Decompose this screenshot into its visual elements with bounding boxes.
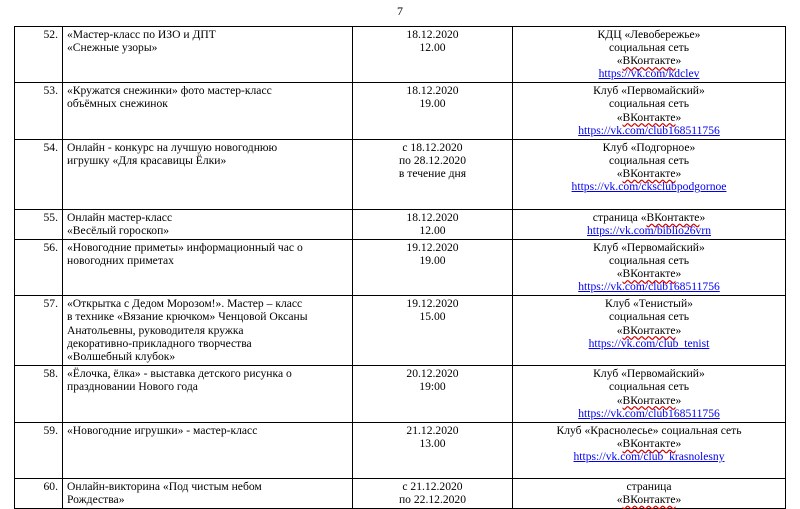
event-venue	[513, 83, 786, 139]
event-venue-line: «ВКонтакте»	[616, 436, 682, 450]
event-venue	[513, 209, 786, 239]
vk-link[interactable]: https://vk.com/club_tenist	[588, 336, 710, 350]
event-venue-line: Клуб «Первомайский»	[593, 240, 705, 254]
event-venue-line: «ВКонтакте»	[616, 323, 682, 337]
row-number: 54.	[15, 139, 63, 209]
event-date-line: по 28.12.2020	[398, 153, 467, 167]
event-date-line: 18.12.2020	[406, 84, 459, 98]
event-venue-line: «ВКонтакте»	[616, 492, 682, 506]
table-row	[15, 239, 786, 295]
event-description-line: Онлайн мастер-класс	[67, 210, 173, 224]
event-description-line: «Весёлый гороскоп»	[67, 223, 170, 237]
event-description-line: «Мастер-класс по ИЗО и ДПТ	[67, 28, 216, 41]
event-date-line: 20.12.2020	[406, 367, 459, 381]
event-venue	[513, 422, 786, 478]
event-date	[353, 209, 513, 239]
event-description	[63, 27, 353, 83]
row-number: 53.	[15, 83, 63, 139]
event-venue-line: страница	[626, 479, 672, 493]
event-venue-line: «ВКонтакте»	[616, 110, 682, 124]
event-venue-line: социальная сеть	[608, 254, 690, 268]
event-date	[353, 422, 513, 478]
event-venue-line: Клуб «Первомайский»	[593, 84, 705, 98]
event-date-line: 18.12.2020	[406, 210, 459, 224]
event-venue-line: социальная сеть	[608, 97, 690, 111]
event-date	[353, 366, 513, 422]
vk-link[interactable]: https://vk.com/cksclubpodgornoe	[571, 180, 727, 194]
event-venue	[513, 27, 786, 83]
event-date-line: 13.00	[419, 436, 446, 450]
event-venue-line: «ВКонтакте»	[616, 393, 682, 407]
event-venue-line: Клуб «Тенистый»	[605, 297, 693, 311]
vk-link[interactable]: https://vk.com/club168511756	[578, 280, 720, 294]
event-venue-line: «ВКонтакте»	[616, 267, 682, 281]
event-date	[353, 139, 513, 209]
event-date-line: 12.00	[419, 223, 446, 237]
event-date-line: 12.00	[419, 41, 446, 55]
event-venue-line: Клуб «Первомайский»	[593, 367, 705, 381]
event-description-line: игрушку «Для красавицы Ёлки»	[67, 153, 227, 167]
event-venue	[513, 478, 786, 508]
table-row	[15, 83, 786, 139]
event-description	[63, 209, 353, 239]
table-row	[15, 27, 786, 83]
event-date-line: 19.00	[419, 97, 446, 111]
event-date-line: по 22.12.2020	[398, 492, 467, 506]
event-venue	[513, 239, 786, 295]
row-number: 52.	[15, 27, 63, 83]
vk-link[interactable]: https://vk.com/club168511756	[578, 406, 720, 420]
event-description-line: Онлайн - конкурс на лучшую новогоднюю	[67, 140, 278, 154]
event-venue-line: «ВКонтакте»	[616, 166, 682, 180]
event-date-line: в течение дня	[398, 166, 467, 180]
event-date-line: с 18.12.2020	[402, 140, 463, 154]
event-date-line: 18.12.2020	[406, 28, 459, 41]
event-date-line: 19.12.2020	[406, 240, 459, 254]
table-row	[15, 296, 786, 366]
row-number: 60.	[15, 478, 63, 508]
vk-link[interactable]: https://vk.com/club168511756	[578, 123, 720, 137]
event-venue-line: Клуб «Подгорное»	[602, 140, 696, 154]
event-venue-line: Клуб «Краснолесье» социальная сеть	[556, 423, 742, 437]
event-description	[63, 83, 353, 139]
event-date	[353, 83, 513, 139]
event-venue-line: социальная сеть	[608, 153, 690, 167]
event-description-line: новогодних приметах	[67, 254, 174, 268]
event-description	[63, 478, 353, 508]
table-row	[15, 366, 786, 422]
event-description-line: Анатольевны, руководителя кружка	[67, 323, 244, 337]
event-description-line: «Открытка с Дедом Морозом!». Мастер – класс	[67, 297, 303, 311]
event-date-line: 19.00	[419, 254, 446, 268]
event-venue-line: социальная сеть	[608, 41, 690, 55]
event-description-line: Рождества»	[67, 492, 125, 506]
event-venue	[513, 296, 786, 366]
event-venue-line: страница «ВКонтакте»	[592, 210, 706, 224]
events-table	[14, 26, 786, 509]
event-description-line: декоративно-прикладного творчества	[67, 336, 252, 350]
event-description-line: объёмных снежинок	[67, 97, 168, 111]
event-description-line: «Ёлочка, ёлка» - выставка детского рисунка о	[67, 367, 292, 381]
row-number: 58.	[15, 366, 63, 422]
event-date-line: 21.12.2020	[406, 423, 459, 437]
event-description-line: «Снежные узоры»	[67, 41, 158, 55]
event-venue-line: КДЦ «Левобережье»	[597, 28, 701, 41]
event-description	[63, 296, 353, 366]
event-description-line: праздновании Нового года	[67, 380, 198, 394]
event-description-line: «Новогодние приметы» информационный час о	[67, 240, 303, 254]
vk-link[interactable]: https://vk.com/biblio26vrn	[587, 223, 711, 237]
event-description-line: «Волшебный клубок»	[67, 349, 176, 363]
event-description-line: в технике «Вязание крючком» Ченцовой Оксаны	[67, 310, 308, 324]
event-date-line: с 21.12.2020	[402, 479, 463, 493]
event-venue-line: социальная сеть	[608, 380, 690, 394]
event-date-line: 19.12.2020	[406, 297, 459, 311]
event-date	[353, 239, 513, 295]
event-date	[353, 478, 513, 508]
event-description	[63, 139, 353, 209]
row-number: 59.	[15, 422, 63, 478]
event-description-line: «Новогодние игрушки» - мастер-класс	[67, 423, 258, 437]
row-number: 55.	[15, 209, 63, 239]
event-description-line: «Кружатся снежинки» фото мастер-класс	[67, 84, 272, 98]
event-description	[63, 239, 353, 295]
event-date-line: 19:00	[419, 380, 446, 394]
row-number: 56.	[15, 239, 63, 295]
table-row	[15, 478, 786, 508]
row-number: 57.	[15, 296, 63, 366]
event-description	[63, 422, 353, 478]
table-row	[15, 422, 786, 478]
event-venue	[513, 366, 786, 422]
table-row	[15, 209, 786, 239]
vk-link[interactable]: https://vk.com/kdclev	[598, 67, 700, 81]
vk-link[interactable]: https://vk.com/club_krasnolesny	[573, 449, 725, 463]
event-venue	[513, 139, 786, 209]
event-date-line: 15.00	[419, 310, 446, 324]
event-venue-line: социальная сеть	[608, 310, 690, 324]
page-number: 7	[397, 4, 403, 18]
event-date	[353, 296, 513, 366]
table-row	[15, 139, 786, 209]
event-description-line: Онлайн-викторина «Под чистым небом	[67, 479, 262, 493]
event-description	[63, 366, 353, 422]
event-venue-line: «ВКонтакте»	[616, 54, 682, 68]
event-date	[353, 27, 513, 83]
